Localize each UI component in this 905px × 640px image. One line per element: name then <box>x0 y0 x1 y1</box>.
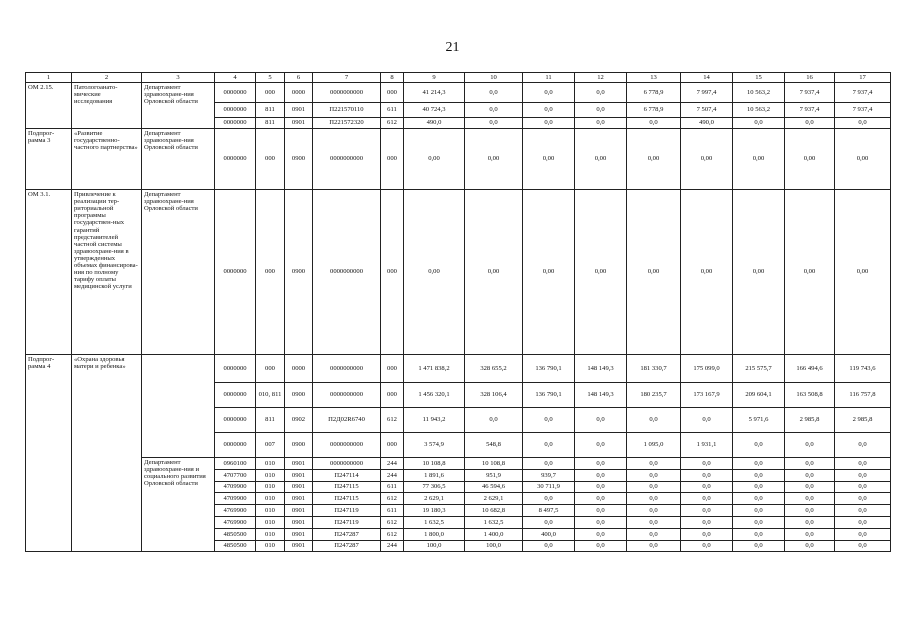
value-cell: 0,0 <box>627 408 681 433</box>
value-cell: 0,0 <box>835 516 891 528</box>
value-cell: 0,0 <box>733 505 785 517</box>
value-cell: 0,0 <box>627 458 681 470</box>
value-cell: 0,0 <box>733 481 785 493</box>
value-cell: 0,00 <box>523 129 575 190</box>
value-cell: 3 574,9 <box>404 433 465 458</box>
table-row <box>26 83 891 103</box>
value-cell: 0,0 <box>627 481 681 493</box>
section-code: Подпрог-рамма 3 <box>26 129 72 190</box>
value-cell: 0,0 <box>523 458 575 470</box>
value-cell: 5 971,6 <box>733 408 785 433</box>
value-cell: 010 <box>256 493 285 505</box>
value-cell: 0000000 <box>215 83 256 103</box>
value-cell: 0,0 <box>681 516 733 528</box>
value-cell: 7 937,4 <box>835 103 891 118</box>
column-header: 15 <box>733 73 785 83</box>
value-cell: 0,0 <box>465 83 523 103</box>
value-cell: 000 <box>381 190 404 355</box>
value-cell: 0,0 <box>733 528 785 540</box>
value-cell: 0000 <box>285 355 313 383</box>
value-cell: 7 937,4 <box>835 83 891 103</box>
value-cell: 175 099,0 <box>681 355 733 383</box>
value-cell: 010 <box>256 540 285 552</box>
value-cell: П247114 <box>313 469 381 481</box>
value-cell: 0,00 <box>523 190 575 355</box>
value-cell: 0,0 <box>575 408 627 433</box>
value-cell: 010 <box>256 505 285 517</box>
value-cell: 0,0 <box>835 469 891 481</box>
value-cell: П247119 <box>313 505 381 517</box>
value-cell: 0,0 <box>575 458 627 470</box>
section-name: «Развитие государственно-частного партнерства» <box>72 129 142 190</box>
value-cell: 0,0 <box>627 528 681 540</box>
value-cell: 0,0 <box>681 481 733 493</box>
value-cell: 0,0 <box>733 469 785 481</box>
value-cell: 0900 <box>285 433 313 458</box>
value-cell: 400,0 <box>523 528 575 540</box>
column-header: 4 <box>215 73 256 83</box>
value-cell: 1 456 320,1 <box>404 383 465 408</box>
value-cell: 119 743,6 <box>835 355 891 383</box>
value-cell: 0,0 <box>733 493 785 505</box>
header-row <box>26 73 891 83</box>
value-cell: 010 <box>256 481 285 493</box>
value-cell: 811 <box>256 118 285 129</box>
value-cell: 163 508,8 <box>785 383 835 408</box>
value-cell: 010, 811 <box>256 383 285 408</box>
table-row <box>26 190 891 355</box>
value-cell: 000 <box>256 190 285 355</box>
value-cell: 0,0 <box>627 516 681 528</box>
value-cell: 244 <box>381 469 404 481</box>
value-cell: 951,9 <box>465 469 523 481</box>
value-cell: 0,0 <box>523 540 575 552</box>
value-cell: 4850500 <box>215 540 256 552</box>
value-cell: 173 167,9 <box>681 383 733 408</box>
value-cell: 1 095,0 <box>627 433 681 458</box>
value-cell: 490,0 <box>681 118 733 129</box>
table-row <box>26 458 891 470</box>
value-cell: 0901 <box>285 493 313 505</box>
value-cell: 0,0 <box>627 493 681 505</box>
value-cell: 0,0 <box>835 458 891 470</box>
value-cell: 0,0 <box>523 103 575 118</box>
value-cell: 7 937,4 <box>785 103 835 118</box>
value-cell: 7 997,4 <box>681 83 733 103</box>
value-cell: 0,0 <box>785 458 835 470</box>
value-cell: 0901 <box>285 469 313 481</box>
column-header: 10 <box>465 73 523 83</box>
value-cell: 0,00 <box>733 190 785 355</box>
table-row <box>26 129 891 190</box>
value-cell: 0901 <box>285 481 313 493</box>
value-cell: 0,0 <box>575 493 627 505</box>
value-cell: 0,0 <box>785 469 835 481</box>
value-cell: 0902 <box>285 408 313 433</box>
value-cell: 0000000000 <box>313 129 381 190</box>
value-cell: 166 494,6 <box>785 355 835 383</box>
value-cell: 0000000000 <box>313 355 381 383</box>
value-cell: 0901 <box>285 505 313 517</box>
value-cell: 0901 <box>285 118 313 129</box>
value-cell: 0000000 <box>215 129 256 190</box>
value-cell: 0,0 <box>785 493 835 505</box>
value-cell: 0000000 <box>215 408 256 433</box>
value-cell: 0,0 <box>465 408 523 433</box>
value-cell: 0960100 <box>215 458 256 470</box>
value-cell: 612 <box>381 118 404 129</box>
value-cell: 612 <box>381 516 404 528</box>
value-cell: 1 931,1 <box>681 433 733 458</box>
value-cell: 000 <box>256 83 285 103</box>
value-cell: 40 724,3 <box>404 103 465 118</box>
value-cell: 7 507,4 <box>681 103 733 118</box>
section-name: Привлечение к реализации тер-риториальной программы государствен-ных гарантий представителей частной системы здравоохране-ния в утвержденных объемах финансирова-ния по полному тарифу оплаты медицинской услуги <box>72 190 142 355</box>
value-cell: 0000000 <box>215 103 256 118</box>
value-cell: 0,0 <box>575 103 627 118</box>
value-cell: 100,0 <box>465 540 523 552</box>
value-cell: 000 <box>256 355 285 383</box>
value-cell: 611 <box>381 103 404 118</box>
value-cell: 0,0 <box>627 469 681 481</box>
value-cell: 30 711,9 <box>523 481 575 493</box>
value-cell: 0000000 <box>215 355 256 383</box>
value-cell: 939,7 <box>523 469 575 481</box>
value-cell: 328 106,4 <box>465 383 523 408</box>
value-cell: 0,0 <box>785 433 835 458</box>
value-cell: 0,0 <box>575 118 627 129</box>
value-cell: 0,0 <box>465 103 523 118</box>
value-cell: 0,0 <box>681 493 733 505</box>
page-number: 21 <box>445 40 460 55</box>
value-cell: 2 629,1 <box>404 493 465 505</box>
value-cell: П247119 <box>313 516 381 528</box>
value-cell: 000 <box>256 129 285 190</box>
value-cell: 0,0 <box>785 481 835 493</box>
value-cell: 10 108,8 <box>465 458 523 470</box>
value-cell: 0000000 <box>215 190 256 355</box>
value-cell: 0000 <box>285 83 313 103</box>
value-cell: 0,0 <box>733 458 785 470</box>
value-cell: 8 497,5 <box>523 505 575 517</box>
value-cell: 0,0 <box>681 528 733 540</box>
executor-name: Департамент здравоохране-ния Орловской области <box>142 129 215 190</box>
value-cell: 4769900 <box>215 505 256 517</box>
section-name: «Охрана здоровья матери и ребенка» <box>72 355 142 552</box>
column-header: 11 <box>523 73 575 83</box>
value-cell: 10 563,2 <box>733 103 785 118</box>
column-header: 7 <box>313 73 381 83</box>
value-cell: 0901 <box>285 458 313 470</box>
value-cell: 4850500 <box>215 528 256 540</box>
value-cell: 0000000 <box>215 433 256 458</box>
value-cell: 0,00 <box>681 129 733 190</box>
value-cell: 244 <box>381 540 404 552</box>
value-cell: 0,00 <box>733 129 785 190</box>
value-cell: 0,0 <box>733 516 785 528</box>
value-cell: 1 632,5 <box>465 516 523 528</box>
section-code: ОМ 2.15. <box>26 83 72 129</box>
value-cell: 4709900 <box>215 493 256 505</box>
value-cell: 0000000 <box>215 383 256 408</box>
executor-name: Департамент здравоохране-ния Орловской области <box>142 83 215 129</box>
value-cell: 0,00 <box>835 129 891 190</box>
column-header: 17 <box>835 73 891 83</box>
value-cell: П2Д02R6740 <box>313 408 381 433</box>
value-cell: 0901 <box>285 516 313 528</box>
value-cell: 0,0 <box>575 433 627 458</box>
value-cell: П247115 <box>313 493 381 505</box>
value-cell: 2 985,8 <box>835 408 891 433</box>
column-header: 3 <box>142 73 215 83</box>
value-cell: 0,0 <box>681 540 733 552</box>
value-cell: 0000000 <box>215 118 256 129</box>
column-header: 6 <box>285 73 313 83</box>
value-cell: 010 <box>256 528 285 540</box>
value-cell: 19 180,3 <box>404 505 465 517</box>
executor-name <box>142 355 215 458</box>
value-cell: 77 306,5 <box>404 481 465 493</box>
table-row <box>26 355 891 383</box>
value-cell: 010 <box>256 516 285 528</box>
value-cell: 0000000000 <box>313 190 381 355</box>
value-cell: П247115 <box>313 481 381 493</box>
value-cell: 0,0 <box>835 540 891 552</box>
value-cell: 10 682,8 <box>465 505 523 517</box>
value-cell: 612 <box>381 408 404 433</box>
value-cell: 180 235,7 <box>627 383 681 408</box>
value-cell: 0,0 <box>627 505 681 517</box>
value-cell: 4709900 <box>215 481 256 493</box>
value-cell: 1 891,6 <box>404 469 465 481</box>
value-cell: 0,0 <box>681 469 733 481</box>
value-cell: 244 <box>381 458 404 470</box>
value-cell: 0,00 <box>627 129 681 190</box>
value-cell: 0,0 <box>835 505 891 517</box>
value-cell: 612 <box>381 493 404 505</box>
column-header: 9 <box>404 73 465 83</box>
value-cell: 116 757,8 <box>835 383 891 408</box>
value-cell: 0,0 <box>681 408 733 433</box>
value-cell: 000 <box>381 355 404 383</box>
value-cell: 0,0 <box>627 118 681 129</box>
value-cell: 209 604,1 <box>733 383 785 408</box>
value-cell: 0,0 <box>785 528 835 540</box>
column-header: 12 <box>575 73 627 83</box>
value-cell: 0901 <box>285 540 313 552</box>
column-header: 16 <box>785 73 835 83</box>
value-cell: 181 330,7 <box>627 355 681 383</box>
column-header: 8 <box>381 73 404 83</box>
value-cell: 0,00 <box>404 190 465 355</box>
value-cell: 136 790,1 <box>523 355 575 383</box>
value-cell: 41 214,3 <box>404 83 465 103</box>
value-cell: 0,0 <box>523 516 575 528</box>
value-cell: 0,0 <box>575 540 627 552</box>
value-cell: 0,00 <box>575 129 627 190</box>
value-cell: 1 632,5 <box>404 516 465 528</box>
executor-name: Департамент здравоохране-ния и социального развития Орловской области <box>142 458 215 552</box>
value-cell: 0,0 <box>575 528 627 540</box>
value-cell: 612 <box>381 528 404 540</box>
value-cell: 000 <box>381 83 404 103</box>
value-cell: 100,0 <box>404 540 465 552</box>
value-cell: 0,00 <box>785 190 835 355</box>
value-cell: 490,0 <box>404 118 465 129</box>
value-cell: 548,8 <box>465 433 523 458</box>
value-cell: 0,0 <box>835 118 891 129</box>
value-cell: 0,0 <box>523 83 575 103</box>
value-cell: 811 <box>256 103 285 118</box>
value-cell: 10 108,8 <box>404 458 465 470</box>
column-header: 1 <box>26 73 72 83</box>
value-cell: 000 <box>381 129 404 190</box>
value-cell: 0,0 <box>523 493 575 505</box>
value-cell: 1 400,0 <box>465 528 523 540</box>
value-cell: П221570110 <box>313 103 381 118</box>
value-cell: 0901 <box>285 528 313 540</box>
value-cell: 010 <box>256 458 285 470</box>
value-cell: 0,0 <box>835 493 891 505</box>
value-cell: 4707700 <box>215 469 256 481</box>
value-cell: 0901 <box>285 103 313 118</box>
value-cell: 0,0 <box>681 458 733 470</box>
value-cell: 0900 <box>285 190 313 355</box>
value-cell: 0,00 <box>465 129 523 190</box>
value-cell: 0,00 <box>465 190 523 355</box>
value-cell: 148 149,3 <box>575 383 627 408</box>
value-cell: 0,0 <box>627 540 681 552</box>
value-cell: 0900 <box>285 129 313 190</box>
value-cell: 0,0 <box>575 469 627 481</box>
value-cell: 6 778,9 <box>627 83 681 103</box>
section-name: Патологоанато-мические исследования <box>72 83 142 129</box>
value-cell: 0,0 <box>575 505 627 517</box>
value-cell: 1 471 838,2 <box>404 355 465 383</box>
value-cell: 11 943,2 <box>404 408 465 433</box>
value-cell: 0,0 <box>785 516 835 528</box>
value-cell: 0,00 <box>681 190 733 355</box>
column-header: 2 <box>72 73 142 83</box>
value-cell: 0,0 <box>785 540 835 552</box>
value-cell: 0,0 <box>835 481 891 493</box>
value-cell: 0,0 <box>785 118 835 129</box>
value-cell: 007 <box>256 433 285 458</box>
value-cell: 136 790,1 <box>523 383 575 408</box>
value-cell: 0000000000 <box>313 383 381 408</box>
value-cell: 328 655,2 <box>465 355 523 383</box>
value-cell: 611 <box>381 481 404 493</box>
value-cell: 1 800,0 <box>404 528 465 540</box>
value-cell: 0,0 <box>681 505 733 517</box>
value-cell: 611 <box>381 505 404 517</box>
value-cell: 010 <box>256 469 285 481</box>
value-cell: П247287 <box>313 528 381 540</box>
value-cell: 0,0 <box>575 83 627 103</box>
executor-name: Департамент здравоохране-ния Орловской области <box>142 190 215 355</box>
value-cell: 811 <box>256 408 285 433</box>
value-cell: 0900 <box>285 383 313 408</box>
value-cell: 0,0 <box>733 118 785 129</box>
value-cell: 0,0 <box>465 118 523 129</box>
value-cell: 0,00 <box>785 129 835 190</box>
value-cell: 0,00 <box>835 190 891 355</box>
value-cell: 2 629,1 <box>465 493 523 505</box>
value-cell: 0,00 <box>627 190 681 355</box>
column-header: 14 <box>681 73 733 83</box>
value-cell: 10 563,2 <box>733 83 785 103</box>
column-header: 5 <box>256 73 285 83</box>
value-cell: 0000000000 <box>313 83 381 103</box>
value-cell: 0,00 <box>575 190 627 355</box>
value-cell: 148 149,3 <box>575 355 627 383</box>
value-cell: 000 <box>381 433 404 458</box>
value-cell: 0,0 <box>523 433 575 458</box>
value-cell: 0000000000 <box>313 458 381 470</box>
value-cell: 0,0 <box>733 540 785 552</box>
value-cell: 0,0 <box>835 433 891 458</box>
value-cell: 2 985,8 <box>785 408 835 433</box>
value-cell: 000 <box>381 383 404 408</box>
value-cell: П247287 <box>313 540 381 552</box>
value-cell: 4769900 <box>215 516 256 528</box>
column-header: 13 <box>627 73 681 83</box>
value-cell: 0,0 <box>523 408 575 433</box>
value-cell: 0,0 <box>835 528 891 540</box>
value-cell: 0,00 <box>404 129 465 190</box>
section-code: ОМ 3.1. <box>26 190 72 355</box>
value-cell: 0,0 <box>733 433 785 458</box>
budget-table <box>25 72 891 552</box>
value-cell: 0,0 <box>785 505 835 517</box>
value-cell: П221572320 <box>313 118 381 129</box>
value-cell: 215 575,7 <box>733 355 785 383</box>
value-cell: 0000000000 <box>313 433 381 458</box>
value-cell: 6 778,9 <box>627 103 681 118</box>
value-cell: 7 937,4 <box>785 83 835 103</box>
value-cell: 46 594,6 <box>465 481 523 493</box>
value-cell: 0,0 <box>575 516 627 528</box>
value-cell: 0,0 <box>575 481 627 493</box>
value-cell: 0,0 <box>523 118 575 129</box>
section-code: Подпрог-рамма 4 <box>26 355 72 552</box>
